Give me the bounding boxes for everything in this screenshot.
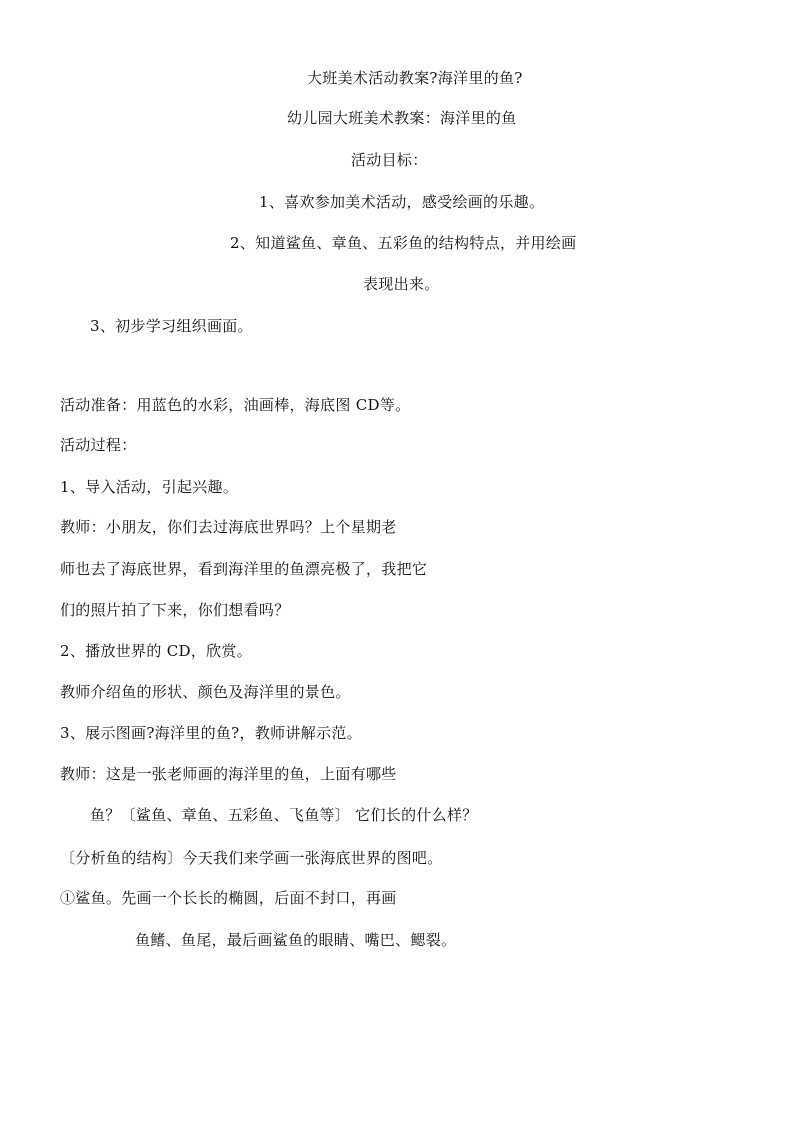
step-2: 2、播放世界的 CD，欣赏。 — [60, 642, 253, 660]
step-3: 3、展示图画?海洋里的鱼?，教师讲解示范。 — [60, 724, 362, 742]
process-heading: 活动过程： — [60, 436, 137, 454]
goal-1: 1、喜欢参加美术活动，感受绘画的乐趣。 — [259, 193, 545, 211]
shark-line-1: ①鲨鱼。先画一个长长的椭圆，后面不封口，再画 — [60, 889, 397, 907]
teacher-line-5: 鱼？〔鲨鱼、章鱼、五彩鱼、飞鱼等〕 它们长的什么样？ — [90, 806, 478, 824]
analysis-line: 〔分析鱼的结构〕今天我们来学画一张海底世界的图吧。 — [60, 849, 443, 867]
step-1: 1、导入活动，引起兴趣。 — [60, 478, 239, 496]
document-subtitle: 幼儿园大班美术教案：海洋里的鱼 — [287, 109, 517, 127]
preparation: 活动准备：用蓝色的水彩，油画棒，海底图 CD等。 — [60, 396, 411, 414]
document-title: 大班美术活动教案?海洋里的鱼? — [307, 69, 523, 87]
goal-2-part1: 2、知道鲨鱼、章鱼、五彩鱼的结构特点，并用绘画 — [230, 234, 577, 252]
goals-heading: 活动目标： — [351, 151, 428, 169]
teacher-line-4: 教师：这是一张老师画的海洋里的鱼，上面有哪些 — [60, 765, 397, 783]
goal-3: 3、初步学习组织画面。 — [90, 317, 253, 335]
teacher-line-1: 教师：小朋友，你们去过海底世界吗？上个星期老 — [60, 518, 397, 536]
teacher-line-2: 师也去了海底世界，看到海洋里的鱼漂亮极了，我把它 — [60, 560, 428, 578]
shark-line-2: 鱼鳍、鱼尾，最后画鲨鱼的眼睛、嘴巴、鳃裂。 — [135, 931, 457, 949]
teacher-line-3: 们的照片拍了下来，你们想看吗？ — [60, 601, 290, 619]
goal-2-part2: 表现出来。 — [363, 275, 440, 293]
step-2-detail: 教师介绍鱼的形状、颜色及海洋里的景色。 — [60, 683, 351, 701]
